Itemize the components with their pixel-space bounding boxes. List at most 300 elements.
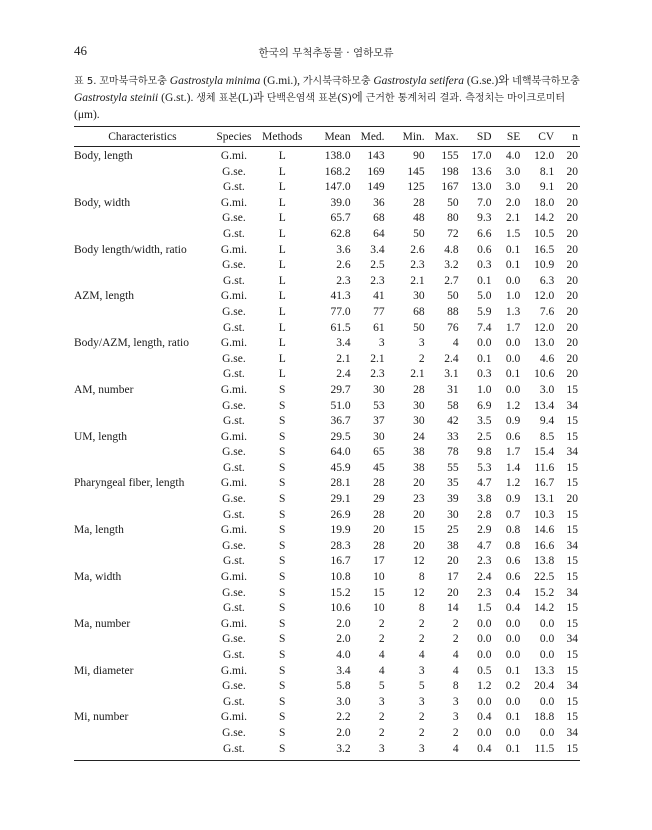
table-cell: 38 (447, 539, 459, 552)
table-row (74, 508, 580, 524)
table-cell: 29.7 (330, 383, 351, 396)
table-cell: G.se. (222, 446, 246, 459)
table-cell: 51.0 (330, 399, 351, 412)
table-cell: Ma, width (74, 571, 122, 584)
table-cell: 55 (447, 461, 459, 474)
table-cell: G.mi. (220, 196, 248, 209)
table-cell: 12 (413, 555, 425, 568)
table-cell: 12.0 (534, 290, 555, 303)
table-cell: 14 (447, 602, 459, 615)
species-name: Gastrostyla setifera (373, 75, 464, 87)
table-caption (74, 73, 580, 124)
table-cell: 0.6 (505, 430, 521, 443)
table-cell: 0.0 (505, 617, 521, 630)
table-cell (74, 227, 211, 243)
table-cell: G.st. (223, 695, 245, 708)
table-cell: S (279, 508, 286, 521)
table-cell: 2.4 (444, 352, 459, 365)
table-cell: 2.8 (477, 508, 492, 521)
table-cell: G.mi. (220, 290, 248, 303)
table-cell: 3.2 (444, 259, 459, 272)
table-cell: 4.7 (477, 539, 492, 552)
table-cell: G.mi. (220, 337, 248, 350)
method-code: (S)에 (337, 92, 363, 104)
table-cell: 20 (447, 586, 459, 599)
table-cell: 2 (418, 726, 425, 739)
table-cell: 3.0 (505, 181, 521, 194)
table-cell: 62.8 (330, 227, 351, 240)
table-cell: 12.0 (534, 150, 555, 162)
table-cell: 65 (373, 446, 385, 459)
table-cell: 2.9 (477, 524, 492, 537)
table-cell: 28 (413, 196, 425, 209)
table-cell: 80 (447, 212, 459, 225)
table-row (74, 742, 580, 761)
table-cell (74, 414, 211, 430)
table-row (74, 430, 580, 446)
column-header: Methods (257, 127, 307, 147)
table-cell: S (279, 571, 286, 584)
table-cell: S (279, 383, 286, 396)
table-cell: 3.0 (336, 695, 351, 708)
table-cell: 0.0 (505, 726, 521, 739)
table-cell: 0.4 (477, 711, 492, 724)
table-row (74, 476, 580, 492)
table-row (74, 321, 580, 337)
table-cell: 13.3 (534, 664, 555, 677)
table-cell: 28 (373, 477, 385, 490)
table-cell: L (278, 243, 286, 256)
table-cell: 9.4 (539, 415, 555, 428)
table-cell: 3.1 (444, 368, 459, 381)
table-cell: 50 (447, 196, 459, 209)
table-cell: 1.4 (505, 461, 521, 474)
table-cell: 0.9 (505, 415, 521, 428)
table-cell: 1.0 (477, 383, 492, 396)
table-cell: 2.2 (336, 711, 351, 724)
table-cell: 36 (373, 196, 385, 209)
table-cell: S (279, 680, 286, 693)
table-cell (74, 352, 211, 368)
table-cell: 2 (418, 633, 425, 646)
table-cell: 15 (566, 711, 578, 724)
table-cell: 4.7 (477, 477, 492, 490)
table-cell: 20 (373, 524, 385, 537)
column-header: n (554, 127, 580, 147)
table-row (74, 695, 580, 711)
table-cell: 0.0 (477, 695, 492, 708)
table-header-row (74, 127, 580, 147)
table-cell: 20 (566, 337, 578, 350)
table-cell: 8 (418, 602, 425, 615)
table-cell: 4.0 (336, 649, 351, 661)
table-cell: 38 (413, 461, 425, 474)
table-cell: 0.3 (477, 368, 492, 381)
table-cell: 4 (425, 742, 459, 761)
table-cell: 34 (566, 633, 578, 646)
table-cell: 68 (373, 212, 385, 225)
table-cell: S (279, 430, 286, 443)
table-cell (74, 632, 211, 648)
table-cell: 4 (452, 649, 459, 661)
table-cell: 76 (447, 321, 459, 334)
table-cell: 0.6 (477, 243, 492, 256)
table-cell: 7.6 (539, 305, 555, 318)
table-cell: 2.0 (336, 633, 351, 646)
table-cell: 2.3 (370, 368, 385, 381)
table-row (74, 617, 580, 633)
table-cell: 2.6 (336, 259, 351, 272)
table-cell: 3.2 (307, 742, 350, 761)
table-row (74, 196, 580, 212)
table-cell: G.se. (222, 493, 246, 506)
table-cell: L (278, 305, 286, 318)
table-body (74, 147, 580, 761)
table-cell (74, 274, 211, 290)
table-cell: 77.0 (330, 305, 351, 318)
table-row (74, 461, 580, 477)
table-cell: S (279, 415, 286, 428)
table-cell: 17 (447, 571, 459, 584)
table-cell: 0.0 (505, 274, 521, 287)
table-cell: G.st. (223, 274, 245, 287)
table-cell: 10.8 (330, 571, 351, 584)
table-cell: S (279, 617, 286, 630)
table-cell: 20 (566, 227, 578, 240)
table-cell: 4 (418, 649, 425, 661)
table-cell: 6.3 (539, 274, 555, 287)
table-row (74, 336, 580, 352)
table-cell: 15 (566, 602, 578, 615)
table-cell: 2 (418, 352, 425, 365)
table-cell: G.se. (222, 680, 246, 693)
table-cell: 2 (452, 633, 459, 646)
table-cell: G.mi. (220, 617, 248, 630)
table-cell (74, 508, 211, 524)
column-header: Max. (425, 127, 459, 147)
table-cell: Pharyngeal fiber, length (74, 477, 185, 490)
table-cell: 41.3 (330, 290, 351, 303)
table-cell: 88 (447, 305, 459, 318)
table-cell: G.st. (223, 649, 245, 661)
table-cell (74, 165, 211, 181)
table-cell: 8.1 (539, 165, 555, 178)
table-cell: G.mi. (220, 477, 248, 490)
table-cell: 11.6 (534, 461, 555, 474)
table-cell: 10 (373, 602, 385, 615)
table-cell: 28 (373, 539, 385, 552)
table-cell: Body, width (74, 196, 131, 209)
table-cell: 1.7 (505, 446, 521, 459)
table-cell (74, 180, 211, 196)
table-cell: 3 (452, 711, 459, 724)
table-cell: 2 (418, 711, 425, 724)
table-row (74, 492, 580, 508)
table-cell: 14.2 (534, 212, 555, 225)
table-cell: S (257, 742, 307, 761)
table-cell: S (279, 649, 286, 661)
table-row (74, 726, 580, 742)
table-cell: 4.6 (539, 352, 555, 365)
column-header: Min. (385, 127, 425, 147)
table-cell: 15.2 (330, 586, 351, 599)
table-cell: 15 (566, 461, 578, 474)
table-row (74, 147, 580, 165)
table-cell: G.mi. (220, 150, 248, 162)
table-cell: S (279, 695, 286, 708)
table-cell: 2.5 (370, 259, 385, 272)
table-cell: S (279, 726, 286, 739)
table-cell: 37 (373, 415, 385, 428)
table-cell: 3.0 (539, 383, 555, 396)
table-cell: 61 (373, 321, 385, 334)
table-cell: 198 (441, 165, 459, 178)
table-cell: 18.0 (534, 196, 555, 209)
table-cell: 34 (566, 539, 578, 552)
table-cell: 65.7 (330, 212, 351, 225)
table-cell: 6.9 (477, 399, 492, 412)
table-cell: 10.9 (534, 259, 555, 272)
table-cell: 17.0 (471, 150, 492, 162)
table-cell: L (278, 321, 286, 334)
table-cell: G.mi. (220, 430, 248, 443)
table-cell (74, 539, 211, 555)
table-row (74, 539, 580, 555)
table-cell: 30 (373, 383, 385, 396)
table-cell: 15.4 (534, 446, 555, 459)
table-cell: 3.6 (336, 243, 351, 256)
table-cell: G.mi. (220, 711, 248, 724)
caption-text: 꼬마북극하모충 (99, 76, 167, 87)
table-cell: 0.0 (505, 337, 521, 350)
table-row (74, 258, 580, 274)
table-row (74, 180, 580, 196)
table-cell: 3 (418, 664, 425, 677)
table-cell: 15 (413, 524, 425, 537)
table-cell: 25 (447, 524, 459, 537)
table-row (74, 570, 580, 586)
table-cell (74, 211, 211, 227)
table-cell (74, 445, 211, 461)
table-cell: 138.0 (324, 150, 351, 162)
table-cell: 2.6 (410, 243, 425, 256)
table-cell: 0.8 (505, 539, 521, 552)
table-cell: 16.5 (534, 243, 555, 256)
column-header: Characteristics (74, 127, 211, 147)
table-row (74, 274, 580, 290)
table-cell: 3.0 (505, 165, 521, 178)
table-cell (74, 367, 211, 383)
table-cell: G.se. (222, 399, 246, 412)
table-cell: 2 (378, 617, 385, 630)
table-cell: 15 (566, 524, 578, 537)
table-cell: 15 (566, 508, 578, 521)
table-cell: L (278, 212, 286, 225)
table-row (74, 710, 580, 726)
table-cell: 13.4 (534, 399, 555, 412)
table-cell: 41 (373, 290, 385, 303)
table-cell: G.mi. (220, 243, 248, 256)
table-cell: 3 (385, 742, 425, 761)
table-cell: 0.1 (505, 664, 521, 677)
table-cell: 2 (418, 617, 425, 630)
table-cell: 145 (407, 165, 425, 178)
table-cell: 20 (566, 290, 578, 303)
table-cell: G.se. (222, 539, 246, 552)
table-cell: L (278, 196, 286, 209)
table-cell: S (279, 602, 286, 615)
table-cell: 1.7 (505, 321, 521, 334)
table-cell: G.st. (223, 321, 245, 334)
table-cell: 5.8 (336, 680, 351, 693)
table-cell: 11.5 (520, 742, 554, 761)
table-row (74, 211, 580, 227)
table-cell: Mi, number (74, 711, 129, 724)
table-cell: 2 (378, 726, 385, 739)
table-cell: 2 (452, 726, 459, 739)
table-row (74, 352, 580, 368)
table-row (74, 601, 580, 617)
table-cell: 15 (566, 477, 578, 490)
table-cell: Body/AZM, length, ratio (74, 337, 189, 350)
statistics-table (74, 126, 580, 761)
table-row (74, 289, 580, 305)
table-cell: 10.3 (534, 508, 555, 521)
table-cell: 34 (566, 726, 578, 739)
table-cell: 28 (413, 383, 425, 396)
table-cell (74, 321, 211, 337)
table-cell: 2.1 (370, 352, 385, 365)
table-cell: 20 (566, 150, 578, 162)
table-cell (74, 679, 211, 695)
table-cell: 0.5 (477, 664, 492, 677)
table-cell: L (278, 290, 286, 303)
table-cell: Body length/width, ratio (74, 243, 187, 256)
table-cell: 8.5 (539, 430, 555, 443)
table-cell: G.mi. (220, 383, 248, 396)
table-cell: Body, length (74, 150, 133, 162)
table-cell: 0.1 (505, 259, 521, 272)
table-cell: 9.1 (539, 181, 555, 194)
table-cell: 2.3 (336, 274, 351, 287)
table-cell: 0.4 (505, 602, 521, 615)
table-cell: 20 (566, 259, 578, 272)
table-cell: 15 (566, 555, 578, 568)
table-cell: 1.5 (477, 602, 492, 615)
table-cell: 3 (452, 695, 459, 708)
table-cell: 64 (373, 227, 385, 240)
table-cell: G.se. (222, 586, 246, 599)
table-cell: 3.4 (336, 337, 351, 350)
table-row (74, 586, 580, 602)
table-cell: G.st. (223, 508, 245, 521)
table-cell: 9.8 (477, 446, 492, 459)
table-cell: S (279, 555, 286, 568)
table-cell: 5.3 (477, 461, 492, 474)
column-header: SD (459, 127, 492, 147)
table-cell: 0.0 (539, 695, 555, 708)
table-cell: 4 (378, 649, 385, 661)
table-cell: 5 (418, 680, 425, 693)
table-cell: 45 (373, 461, 385, 474)
table-cell: 20 (566, 321, 578, 334)
table-cell: 45.9 (330, 461, 351, 474)
table-cell: 26.9 (330, 508, 351, 521)
table-cell: 0.1 (477, 352, 492, 365)
table-cell: 58 (447, 399, 459, 412)
table-cell: 0.1 (505, 368, 521, 381)
table-cell: 0.0 (539, 617, 555, 630)
table-cell: S (279, 461, 286, 474)
table-cell: 2.3 (370, 274, 385, 287)
table-cell (74, 305, 211, 321)
table-cell: 29.5 (330, 430, 351, 443)
table-cell: G.mi. (220, 524, 248, 537)
table-cell: 2.1 (336, 352, 351, 365)
table-cell: 0.0 (477, 726, 492, 739)
table-cell: 8 (418, 571, 425, 584)
table-cell: 10.6 (330, 602, 351, 615)
table-cell: 1.2 (505, 477, 521, 490)
page-number: 46 (74, 43, 87, 58)
table-row (74, 445, 580, 461)
table-cell: G.mi. (220, 571, 248, 584)
table-cell: 12 (413, 586, 425, 599)
table-cell: 77 (373, 305, 385, 318)
table-cell: 10.5 (534, 227, 555, 240)
table-cell: 0.1 (505, 711, 521, 724)
table-cell: 23 (413, 493, 425, 506)
table-cell (74, 399, 211, 415)
table-cell (74, 461, 211, 477)
table-cell: G.st. (223, 181, 245, 194)
table-cell: G.se. (222, 352, 246, 365)
table-cell: G.st. (223, 368, 245, 381)
table-cell: S (279, 664, 286, 677)
table-cell: 0.9 (505, 493, 521, 506)
table-cell: 2.1 (505, 212, 521, 225)
table-cell: 147.0 (324, 181, 351, 194)
table-cell: 28.1 (330, 477, 351, 490)
table-cell: 10 (373, 571, 385, 584)
table-cell: 0.0 (505, 383, 521, 396)
running-head: 한국의 무척추동물 · 염하모류 (258, 47, 394, 59)
table-cell: 12.0 (534, 321, 555, 334)
table-cell: 0.4 (505, 586, 521, 599)
table-cell (74, 586, 211, 602)
table-cell: 0.0 (477, 337, 492, 350)
table-cell: 13.6 (471, 165, 492, 178)
table-cell: 2.7 (444, 274, 459, 287)
table-cell: 15 (566, 664, 578, 677)
species-abbrev: (G.se.)와 (466, 75, 510, 87)
table-cell: 0.0 (477, 617, 492, 630)
table-cell: 48 (413, 212, 425, 225)
table-cell: 3 (378, 337, 385, 350)
table-cell (74, 258, 211, 274)
table-cell: S (279, 524, 286, 537)
table-cell: 0.3 (477, 259, 492, 272)
table-cell: 16.6 (534, 539, 555, 552)
table-cell: 16.7 (330, 555, 351, 568)
table-cell: 64.0 (330, 446, 351, 459)
species-abbrev: (G.mi.), (263, 75, 300, 87)
table-cell: 0.0 (505, 633, 521, 646)
table-cell: 29.1 (330, 493, 351, 506)
table-cell: 0.0 (539, 633, 555, 646)
table-cell (74, 492, 211, 508)
table-cell: 1.0 (505, 290, 521, 303)
